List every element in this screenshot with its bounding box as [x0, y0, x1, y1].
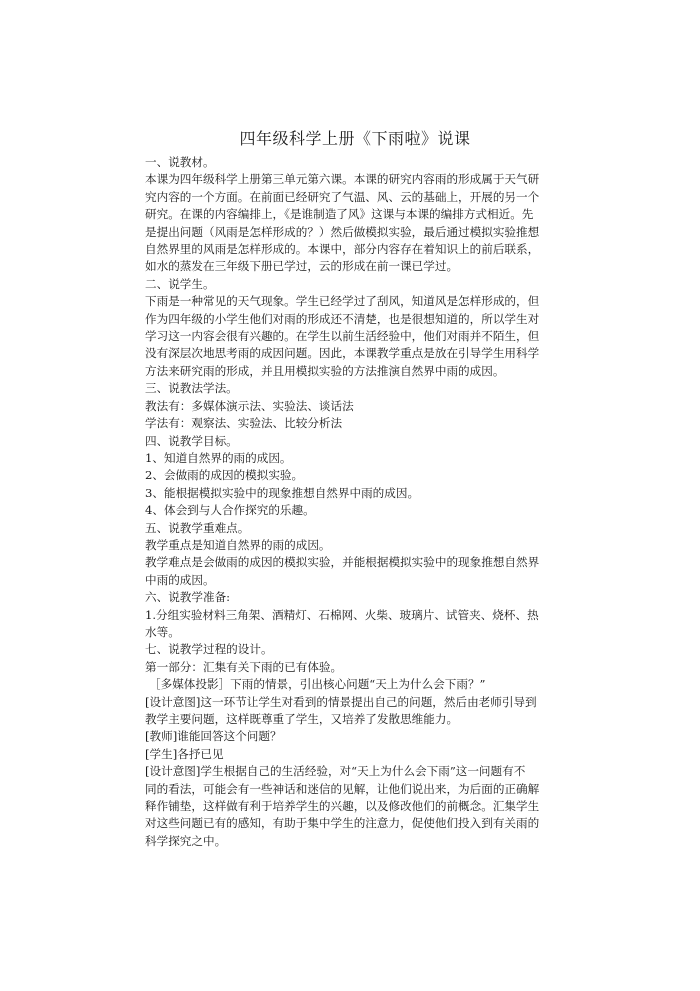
text-line: 作为四年级的小学生他们对雨的形成还不清楚，也是很想知道的，所以学生对 — [145, 311, 540, 326]
text-line: 没有深层次地思考雨的成因问题。因此，本课教学重点是放在引导学生用科学 — [145, 346, 540, 361]
text-line: [设计意图]学生根据自己的生活经验，对“天上为什么会下雨”这一问题有不 — [145, 764, 526, 779]
section-heading-key-points: 五、说教学重难点。 — [145, 520, 250, 535]
text-line: 1.分组实验材料三角架、酒精灯、石棉网、火柴、玻璃片、试管夹、烧杯、热 — [145, 607, 539, 622]
text-line: [设计意图]这一环节让学生对看到的情景提出自己的问题，然后由老师引导到 — [145, 694, 537, 709]
text-line: 方法来研究雨的形成，并且用模拟实验的方法推演自然界中雨的成因。 — [145, 363, 505, 378]
text-line: 同的看法，可能会有一些神话和迷信的见解，让他们说出来，为后面的正确解 — [145, 781, 540, 796]
text-line: 本课为四年级科学上册第三单元第六课。本课的研究内容雨的形成属于天气研 — [145, 172, 540, 187]
text-line: 教学难点是会做雨的成因的模拟实验，并能根据模拟实验中的现象推想自然界 — [145, 555, 540, 570]
section-heading-goals: 四、说教学目标。 — [145, 433, 238, 448]
text-line: 第一部分：汇集有关下雨的已有体验。 — [145, 659, 343, 674]
document-title: 四年级科学上册《下雨啦》说课 — [239, 129, 471, 148]
list-item: 2、会做雨的成因的模拟实验。 — [145, 468, 304, 483]
text-line: 科学探究之中。 — [145, 833, 227, 848]
document-page — [145, 128, 565, 850]
list-item: 3、能根据模拟实验中的现象推想自然界中雨的成因。 — [145, 485, 420, 500]
text-line: 教学主要问题，这样既尊重了学生，又培养了发散思维能力。 — [145, 712, 459, 726]
text-line: 是提出问题（风雨是怎样形成的？）然后做模拟实验，最后通过模拟实验推想 — [145, 224, 540, 239]
text-line: 究内容的一个方面。在前面已经研究了气温、风、云的基础上，开展的另一个 — [145, 189, 540, 204]
text-line: 中雨的成因。 — [145, 572, 215, 587]
list-item: 4、体会到与人合作探究的乐趣。 — [145, 503, 315, 518]
text-line: 如水的蒸发在三年级下册已学过，云的形成在前一课已学过。 — [145, 259, 459, 274]
text-line: 释作铺垫，这样做有利于培养学生的兴趣，以及修改他们的前概念。汇集学生 — [145, 799, 540, 814]
text-line: 水等。 — [145, 624, 180, 639]
text-line: [教师]谁能回答这个问题？ — [145, 729, 282, 744]
text-line: 学法有：观察法、实验法、比较分析法 — [145, 416, 343, 431]
text-line: 下雨是一种常见的天气现象。学生已经学过了刮风，知道风是怎样形成的，但 — [145, 294, 540, 309]
list-item: 1、知道自然界的雨的成因。 — [145, 450, 292, 465]
section-heading-process: 七、说教学过程的设计。 — [145, 642, 273, 657]
text-line: 教法有：多媒体演示法、实验法、谈话法 — [145, 398, 354, 413]
text-line: 教学重点是知道自然界的雨的成因。 — [145, 537, 331, 552]
text-line: ［多媒体投影］下雨的情景，引出核心问题“天上为什么会下雨？” — [149, 677, 486, 692]
section-heading-methods: 三、说教法学法。 — [145, 381, 238, 396]
text-line: 学习这一内容会很有兴趣的。在学生以前生活经验中，他们对雨并不陌生，但 — [145, 329, 540, 344]
section-heading-textbook: 一、说教材。 — [145, 155, 215, 169]
section-heading-students: 二、说学生。 — [145, 276, 215, 291]
text-line: 对这些问题已有的感知，有助于集中学生的注意力，促使他们投入到有关雨的 — [145, 816, 540, 831]
text-line: [学生]各抒已见 — [145, 746, 224, 761]
section-heading-preparation: 六、说教学准备: — [145, 590, 231, 605]
text-line: 研究。在课的内容编排上，《是谁制造了风》这课与本课的编排方式相近。先 — [145, 207, 534, 222]
text-line: 自然界里的风雨是怎样形成的。本课中，部分内容存在着知识上的前后联系， — [145, 242, 540, 257]
